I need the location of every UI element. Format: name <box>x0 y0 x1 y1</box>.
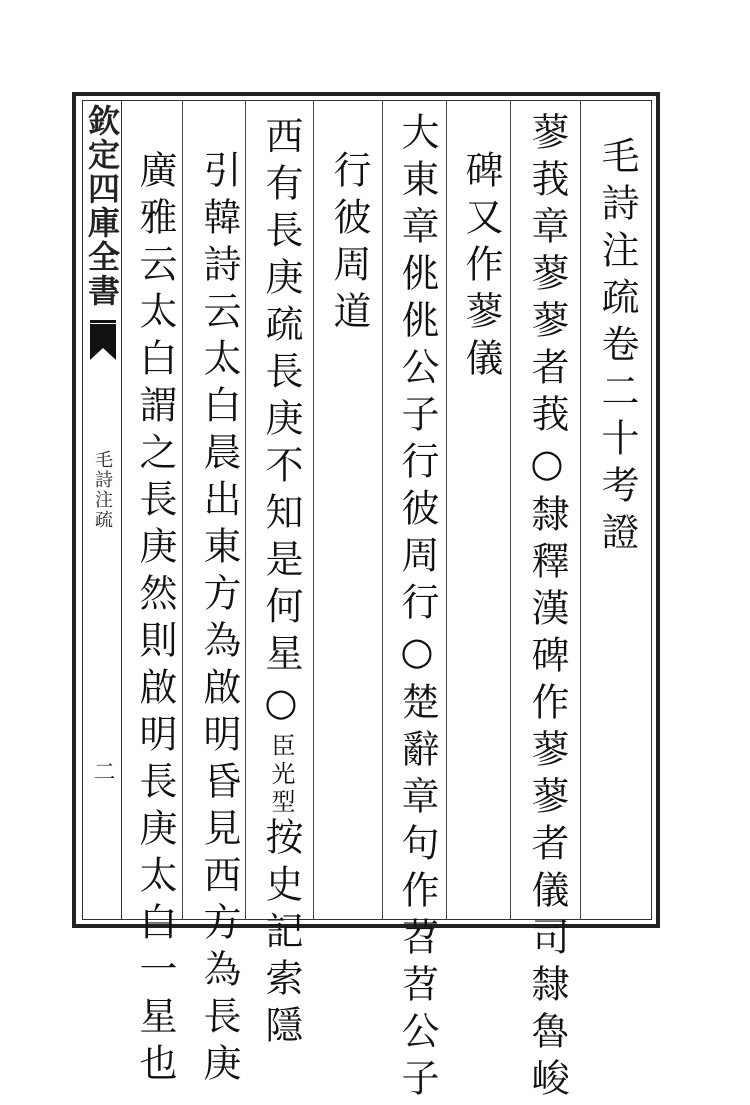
column-divider <box>382 100 383 920</box>
column-5: 行彼周道 <box>327 150 371 338</box>
book-short-title: 毛詩注疏 <box>92 450 113 530</box>
column-4: 大東章佻佻公子行彼周行○楚辭章句作苕苕公子 <box>395 112 439 1105</box>
column-1: 毛詩注疏卷二十考證 <box>595 136 639 559</box>
column-divider <box>580 100 581 920</box>
column-6-main: 西有長庚疏長庚不知是何星○ <box>259 116 303 733</box>
column-6 <box>252 116 310 1052</box>
fishtail-mark-icon <box>88 320 118 364</box>
library-title: 欽定四庫全書 <box>83 104 121 308</box>
column-3: 碑又作蓼儀 <box>459 150 503 385</box>
column-7: 引韓詩云太白晨出東方為啟明昏見西方為長庚 <box>197 150 241 1090</box>
column-2: 蓼莪章蓼蓼者莪○隸釋漢碑作蓼蓼者儀司隸魯峻 <box>525 112 569 1105</box>
column-6-note: 臣光型 <box>267 733 295 817</box>
leaf-number: 二 <box>90 760 115 782</box>
column-divider <box>510 100 511 920</box>
column-8: 廣雅云太白謂之長庚然則啟明長庚太白一星也 <box>133 150 177 1090</box>
column-6-tail: 按史記索隱 <box>259 817 303 1052</box>
column-divider <box>313 100 314 920</box>
column-divider <box>446 100 447 920</box>
